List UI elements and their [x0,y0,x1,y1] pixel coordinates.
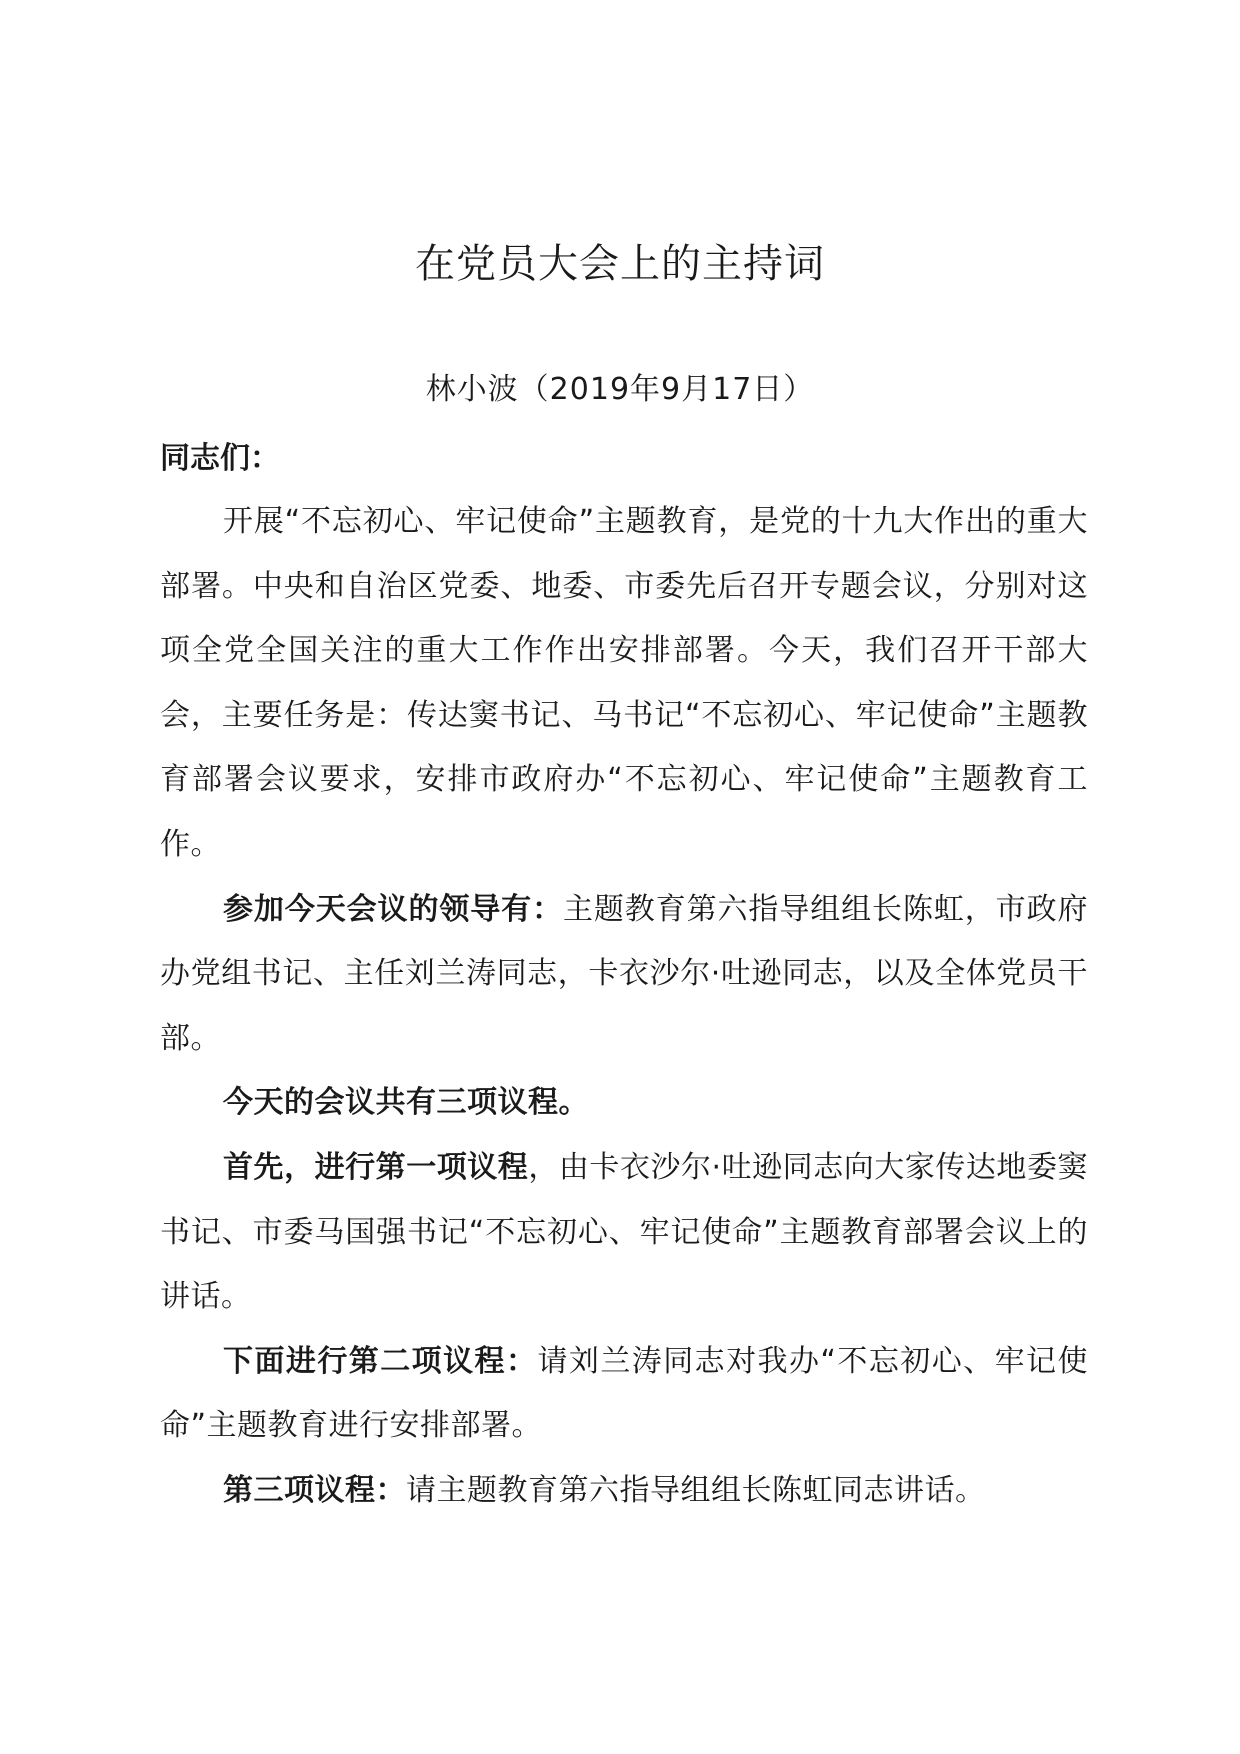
salutation: 同志们： [160,441,280,476]
paragraph-agenda-item-1 [160,1136,1088,1330]
paragraph-text: 请刘兰涛同志对我办“不忘初心、牢记使命”主题教育进行安排部署。 [160,1343,1089,1444]
paragraph-lead: 今天的会议共有三项议程。 [223,1085,589,1121]
document-byline: 林小波（2019年9月17日） [425,372,815,407]
paragraph-agenda-overview [160,1071,1088,1136]
paragraph-lead: 第三项议程： [223,1472,406,1508]
paragraph-lead: 下面进行第二项议程： [223,1343,538,1379]
paragraph-text: 主题教育第六指导组组长陈虹，市政府办党组书记、主任刘兰涛同志，卡衣沙尔·吐逊同志，以及全体党员干部。 [160,891,1089,1056]
paragraph-intro [160,490,1088,878]
paragraph-lead: 参加今天会议的领导有： [223,891,563,927]
paragraph-text: ，由卡衣沙尔·吐逊同志向大家传达地委窦书记、市委马国强书记“不忘初心、牢记使命”主题教育部署会议上的讲话。 [160,1149,1088,1315]
paragraph-text: 开展“不忘初心、牢记使命”主题教育，是党的十九大作出的重大部署。中央和自治区党委、地委、市委先后召开专题会议，分别对这项全党全国关注的重大工作作出安排部署。今天，我们召开干部大会，主要任务是：传达窦书记、马书记“不忘初心、牢记使命”主题教育部署会议要求，安排市政府办“不忘初心、牢记使命”主题教育工作。 [160,504,1088,862]
paragraph-agenda-item-2 [160,1330,1088,1459]
document-title: 在党员大会上的主持词 [415,241,825,287]
paragraph-lead: 首先，进行第一项议程 [223,1149,529,1185]
paragraph-leaders [160,878,1088,1072]
document-body [160,432,1088,1524]
paragraph-agenda-item-3 [160,1459,1088,1524]
paragraph-text: 请主题教育第六指导组组长陈虹同志讲话。 [406,1472,986,1508]
